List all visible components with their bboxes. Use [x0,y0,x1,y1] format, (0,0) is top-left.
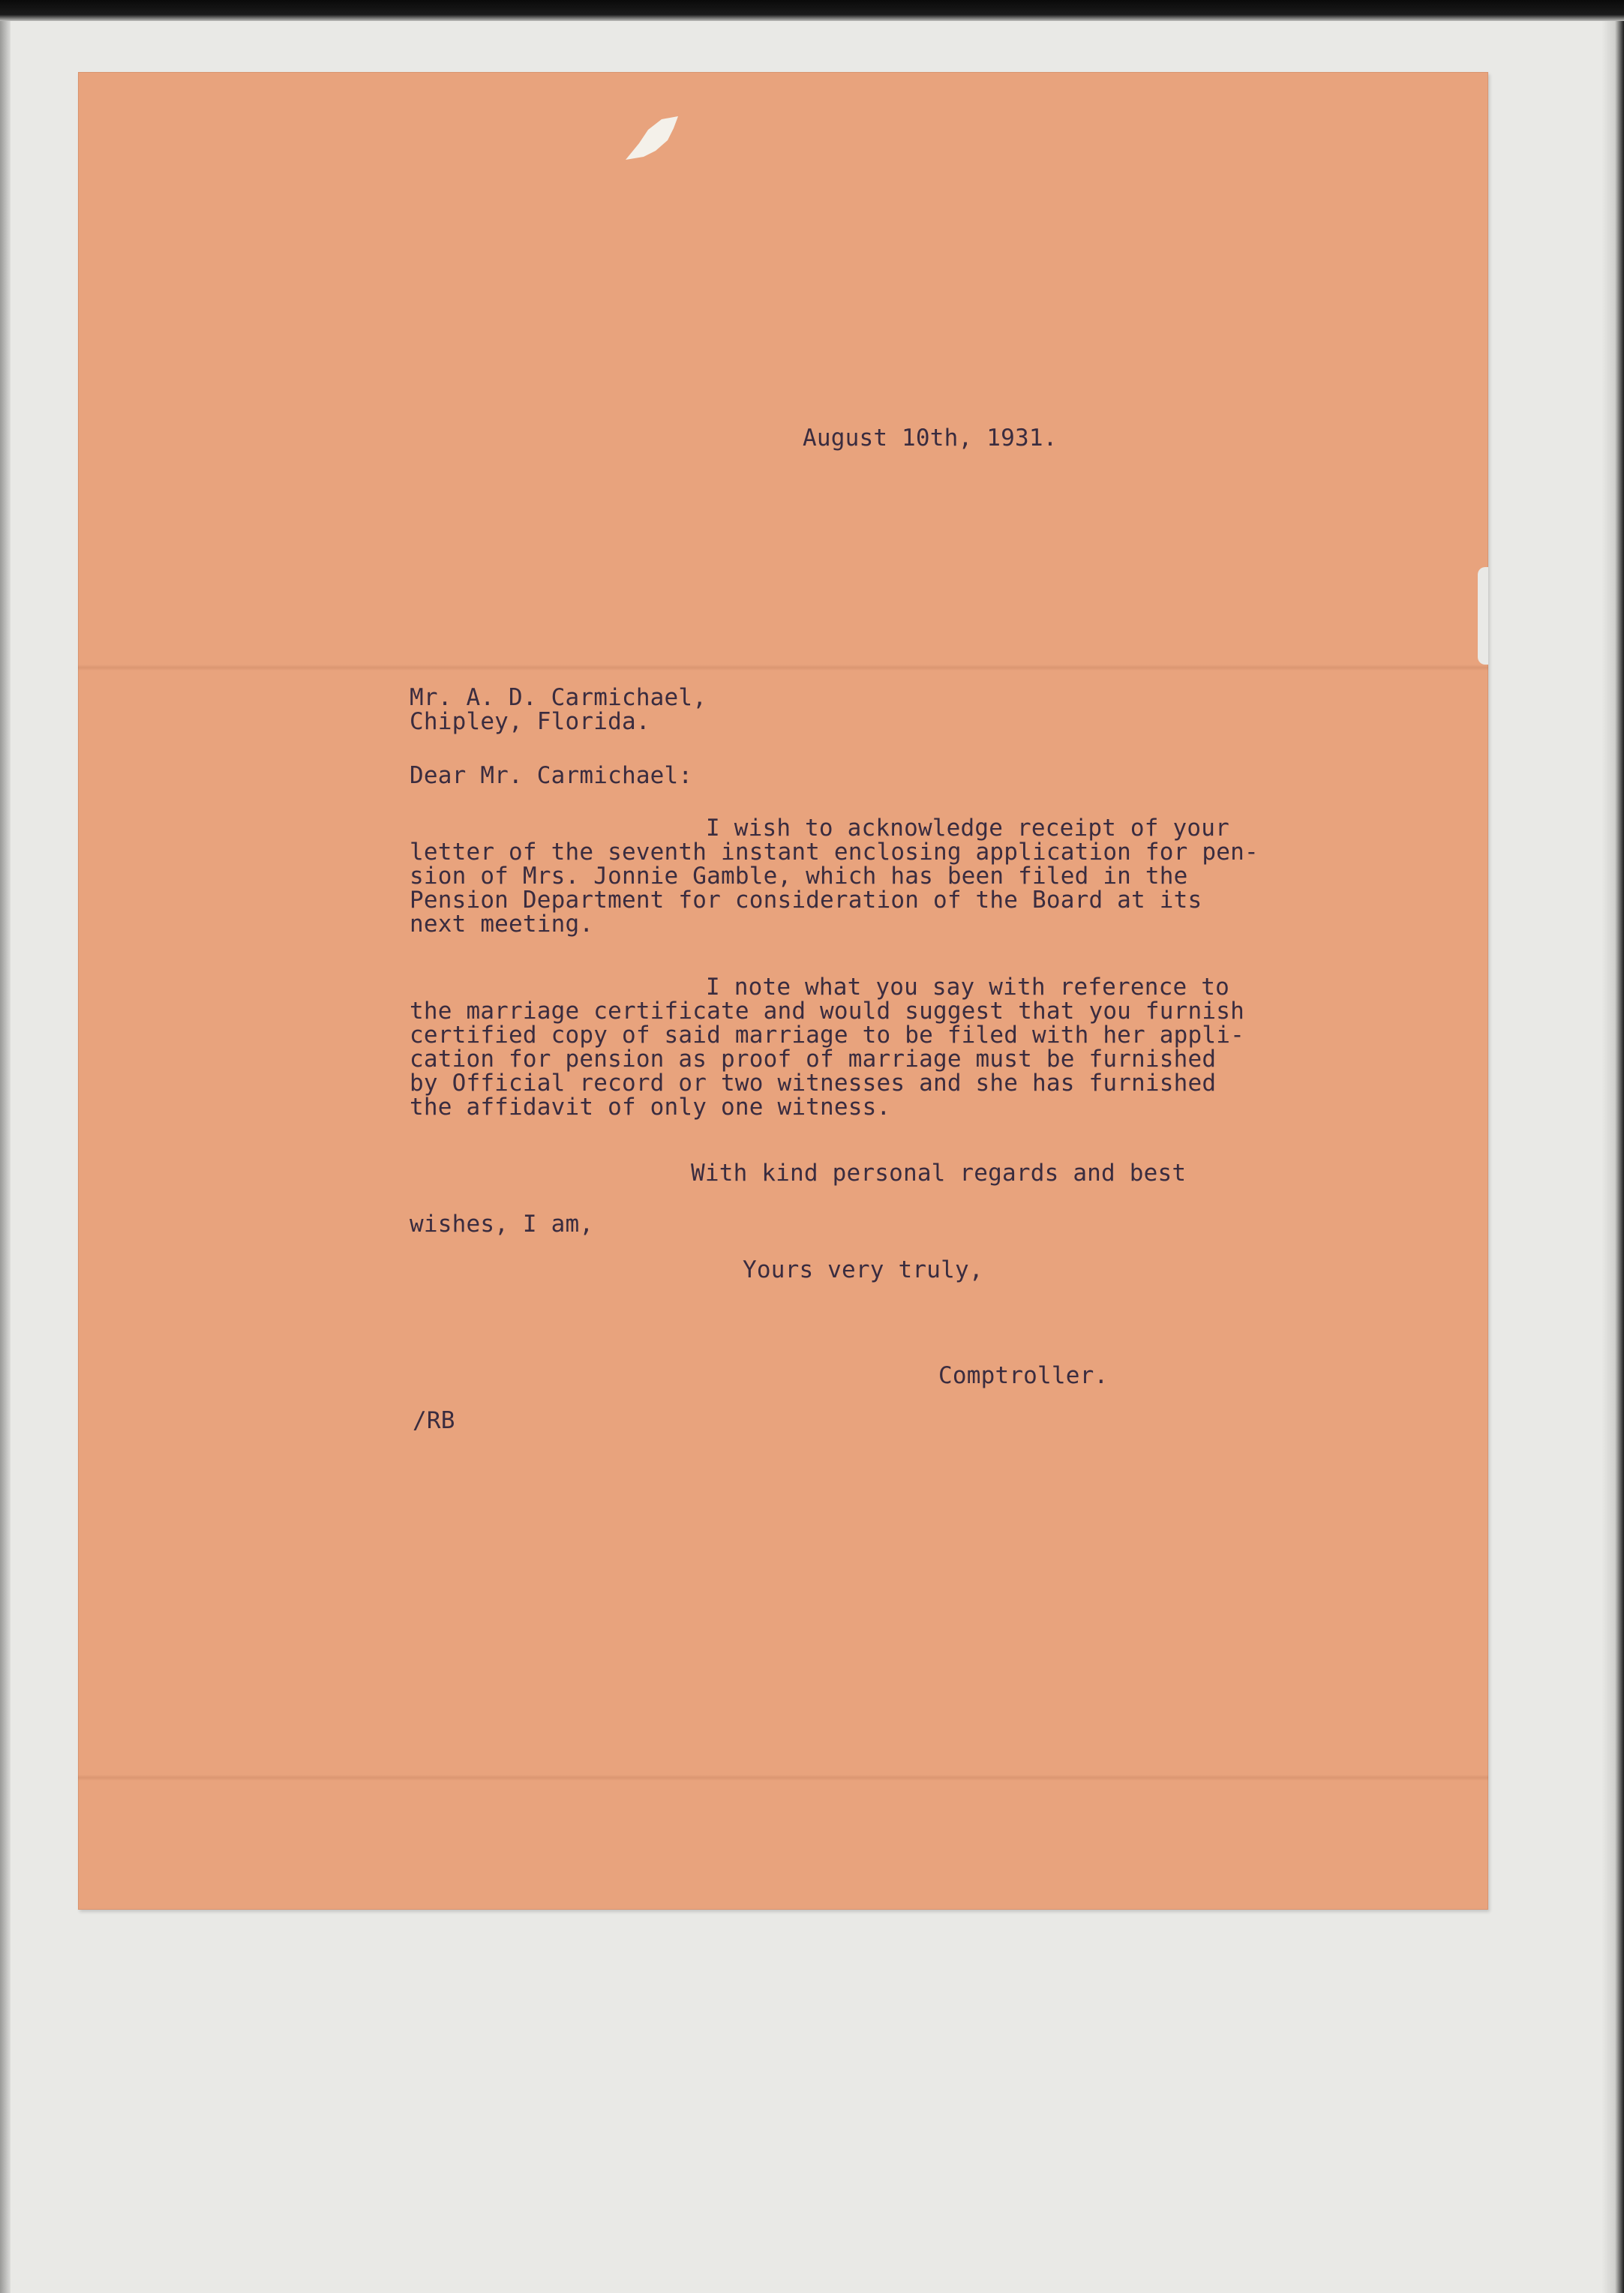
paragraph-2-line-1: I note what you say with reference to [706,974,1229,1001]
paragraph-1-line-3: sion of Mrs. Jonnie Gamble, which has been filed in the [410,863,1188,890]
paragraph-3-line-2: wishes, I am, [410,1211,594,1238]
typist-initials: /RB [413,1407,455,1434]
paragraph-1-line-5: next meeting. [410,911,594,938]
paragraph-3-line-1: With kind personal regards and best [691,1160,1187,1187]
paragraph-2-line-4: cation for pension as proof of marriage must be furnished [410,1046,1217,1073]
signature-title: Comptroller. [938,1362,1109,1389]
letter-date: August 10th, 1931. [803,425,1058,452]
scanner-left-edge [0,21,11,2293]
paragraph-1-line-1: I wish to acknowledge receipt of your [706,815,1229,842]
paper-fold-line [78,1775,1488,1781]
paragraph-2-line-2: the marriage certificate and would suggest that you furnish [410,998,1244,1025]
paragraph-2-line-5: by Official record or two witnesses and she has furnished [410,1070,1217,1097]
scanner-top-edge [0,0,1624,21]
paragraph-2-line-3: certified copy of said marriage to be filed with her appli- [410,1022,1244,1049]
salutation: Dear Mr. Carmichael: [410,762,693,789]
letter-sheet [78,72,1488,1910]
paper-fold-line [78,665,1488,671]
paper-edge-notch [1478,567,1488,665]
paragraph-1-line-4: Pension Department for consideration of the Board at its [410,887,1202,914]
closing: Yours very truly, [743,1256,983,1283]
scanner-right-edge [1601,21,1624,2293]
paragraph-1-line-2: letter of the seventh instant enclosing application for pen- [410,839,1259,866]
paragraph-2-line-6: the affidavit of only one witness. [410,1094,891,1121]
addressee-name: Mr. A. D. Carmichael, [410,684,707,711]
torn-paper-mark [618,113,686,166]
addressee-location: Chipley, Florida. [410,708,650,735]
